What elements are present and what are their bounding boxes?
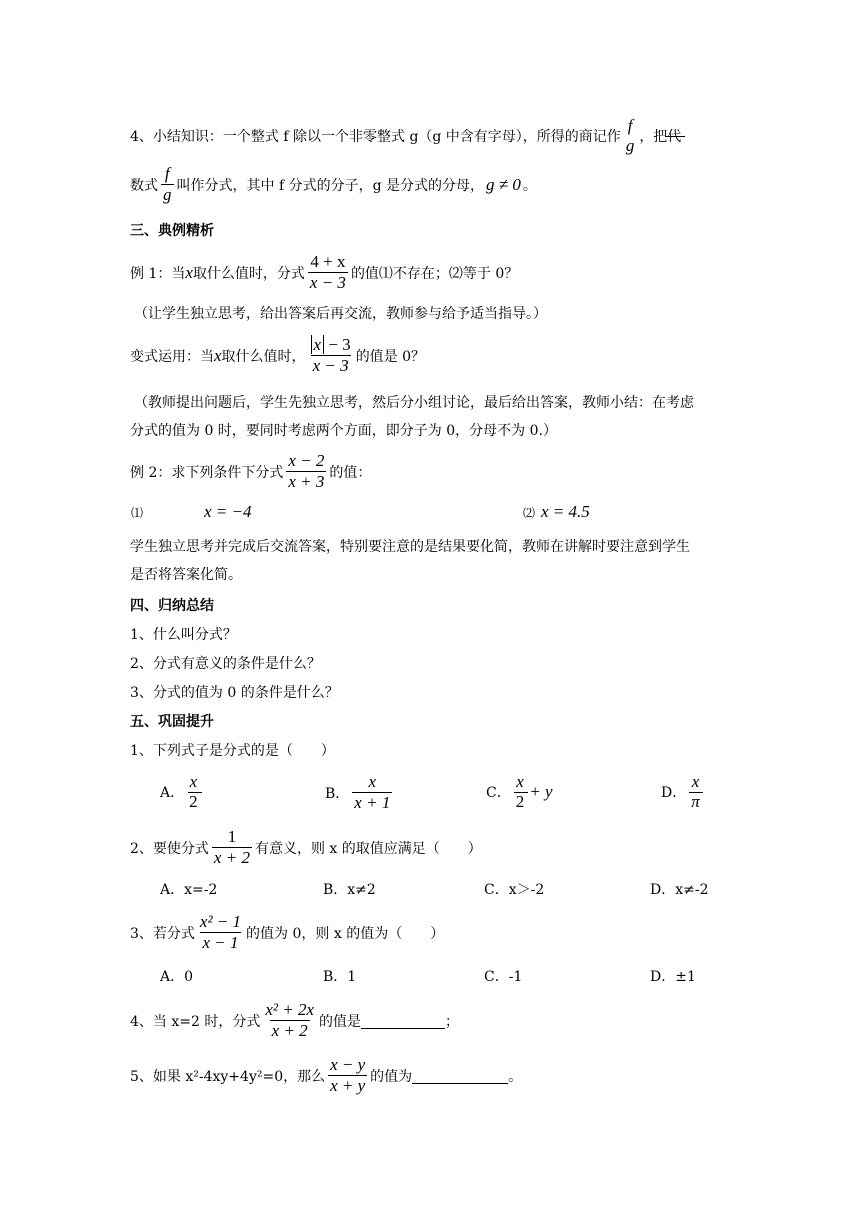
variant-exercise xyxy=(130,335,425,376)
summary-text-b: ，把代 xyxy=(639,129,682,145)
frac-num: f xyxy=(627,116,633,135)
problem-4 xyxy=(130,1000,459,1041)
frac-den: x + 3 xyxy=(288,472,325,491)
frac-num: 1 xyxy=(227,827,237,846)
case-value: x = 4.5 xyxy=(541,502,590,521)
p3-option-a xyxy=(160,966,193,986)
summary-line-2 xyxy=(130,164,537,205)
ex2-case-1-label xyxy=(131,504,143,521)
problem-3-stem xyxy=(130,912,444,953)
summary-text-a: 4、小结知识：一个整式 f 除以一个非零整式 g（g 中含有字母），所得的商记作 xyxy=(130,129,621,145)
frac-den: x − 3 xyxy=(309,273,346,292)
q2-text: 2、分式有意义的条件是什么？ xyxy=(130,656,321,672)
p2-fraction xyxy=(212,827,252,868)
p4-text-a: 4、当 x=2 时，分式 xyxy=(130,1013,261,1030)
p1-option-b xyxy=(325,772,395,813)
fraction-bar xyxy=(665,136,685,137)
var-var: x xyxy=(214,345,222,365)
note-2b xyxy=(130,420,557,440)
para-1-text: 学生独立思考并完成后交流答案，特别要注意的是结果要化简，教师在讲解时要注意到学生 xyxy=(130,539,690,555)
p4-text-c: ； xyxy=(445,1013,460,1030)
frac-den: π xyxy=(691,792,700,811)
example-2 xyxy=(130,451,371,492)
frac-num: x xyxy=(368,772,377,791)
var-fraction xyxy=(309,335,353,376)
fraction-bar xyxy=(188,792,202,793)
case-label: ⑴ xyxy=(131,506,144,520)
p3-option-c xyxy=(484,966,522,986)
abs-x: x xyxy=(311,335,325,354)
frac-num: x xyxy=(516,772,524,791)
section-4-title: 四、归纳总结 xyxy=(130,598,214,614)
p2-option-b xyxy=(323,879,376,899)
p5-text-b: 的值为 xyxy=(370,1068,413,1085)
summary-text-d: 叫作分式，其中 f 分式的分子，g 是分式的分母， xyxy=(176,177,484,194)
ex1-fraction xyxy=(308,252,348,293)
section-4-heading xyxy=(130,595,214,615)
p2-option-a xyxy=(160,879,217,899)
p3-option-b xyxy=(323,966,356,986)
option-text: B．x≠2 xyxy=(323,882,376,898)
ex1-text-b: 取什么值时，分式 xyxy=(192,265,305,282)
option-text: A．x=-2 xyxy=(160,882,218,898)
question-1 xyxy=(130,624,237,644)
ex1-text-a: 例 1：当 xyxy=(130,265,186,282)
frac-num: x − 2 xyxy=(288,451,325,470)
frac-num: x xyxy=(691,772,700,791)
p2-option-c xyxy=(484,879,544,899)
frac-den: 2 xyxy=(515,792,525,811)
ex2-text-b: 的值： xyxy=(329,464,372,481)
period: 。 xyxy=(522,177,537,194)
p3-option-d xyxy=(650,966,696,986)
p4-text-b: 的值是 xyxy=(319,1013,362,1030)
section-5-heading xyxy=(130,711,214,731)
case-value: x = −4 xyxy=(204,502,252,521)
var-text-b: 取什么值时， xyxy=(221,348,306,365)
frac-den: x + y xyxy=(330,1076,366,1095)
frac-num: 4 + x xyxy=(310,252,346,271)
ex1-text-c: 的值⑴不存在；⑵等于 0？ xyxy=(350,265,519,282)
case-label: ⑵ xyxy=(523,506,536,520)
p3-text-a: 3、若分式 xyxy=(130,925,195,942)
frac-num: x xyxy=(189,772,198,791)
summary-line-1 xyxy=(130,116,681,156)
fraction-bar xyxy=(689,792,703,793)
num-rest: − 3 xyxy=(328,335,351,354)
p2-option-d xyxy=(650,879,709,899)
p1-stem-text: 1、下列式子是分式的是（ ） xyxy=(130,743,335,759)
frac-den: x − 3 xyxy=(312,356,349,375)
answer-blank[interactable] xyxy=(361,1012,445,1029)
ex2-case-2 xyxy=(541,502,590,522)
ex2-case-2-label xyxy=(523,504,535,521)
problem-2-stem xyxy=(130,827,482,868)
q3-text: 3、分式的值为 0 的条件是什么？ xyxy=(130,685,339,701)
section-5-title: 五、巩固提升 xyxy=(130,714,214,730)
option-text: A．0 xyxy=(160,969,194,985)
question-3 xyxy=(130,682,339,702)
option-letter: B． xyxy=(325,785,350,802)
note-1-text: （让学生独立思考，给出答案后再交流，教师参与给予适当指导。） xyxy=(134,306,547,322)
section-3-title: 三、典例精析 xyxy=(130,223,214,239)
para-2-text: 是否将答案化简。 xyxy=(130,567,242,583)
note-1 xyxy=(134,303,547,323)
example-1 xyxy=(130,252,518,293)
option-text: D．±1 xyxy=(650,969,696,985)
frac-den: 2 xyxy=(189,792,198,811)
ex2-fraction xyxy=(286,451,326,492)
problem-5 xyxy=(130,1055,522,1096)
fraction-f-over-g xyxy=(624,116,637,156)
condition-g-neq-0: g ≠ 0 xyxy=(486,174,521,194)
question-2 xyxy=(130,653,321,673)
fraction-f-over-g-2 xyxy=(161,164,174,205)
p3-text-b: 的值为 0，则 x 的值为（ ） xyxy=(246,925,445,942)
para-2 xyxy=(130,564,242,584)
ex1-var: x xyxy=(185,262,193,282)
problem-1-stem xyxy=(130,740,335,760)
option-text: C．x＞-2 xyxy=(484,882,545,898)
summary-text-c: 数式 xyxy=(130,177,158,194)
note-2b-text: 分式的值为 0 时，要同时考虑两个方面，即分子为 0，分母不为 0.） xyxy=(130,423,557,439)
option-text: C．-1 xyxy=(484,969,523,985)
q1-text: 1、什么叫分式？ xyxy=(130,627,237,643)
ex2-text-a: 例 2：求下列条件下分式 xyxy=(130,464,284,481)
p5-text-a: 5、如果 x²-4xy+4y²=0，那么 xyxy=(130,1068,326,1085)
fraction-bar xyxy=(514,792,528,793)
frac-num: x² − 1 xyxy=(199,912,242,931)
frac-den: x + 2 xyxy=(213,848,250,867)
para-1 xyxy=(130,536,690,556)
p5-text-c: 。 xyxy=(508,1068,523,1085)
option-letter: D． xyxy=(661,785,687,801)
answer-blank[interactable] xyxy=(412,1067,508,1084)
option-letter: A． xyxy=(160,785,185,801)
frac-den: x + 1 xyxy=(354,793,391,812)
var-text-a: 变式运用：当 xyxy=(130,348,214,365)
option-text: D．x≠-2 xyxy=(650,882,709,898)
section-3-heading xyxy=(130,220,214,240)
option-text: B．1 xyxy=(323,969,357,985)
frac-num: f xyxy=(164,164,170,183)
note-2a xyxy=(134,392,694,412)
frac-den: x − 1 xyxy=(202,933,239,952)
frac-num: x² + 2x xyxy=(265,1000,315,1019)
frac-den: g xyxy=(163,185,172,204)
frac-den: g xyxy=(625,136,635,155)
option-fraction xyxy=(352,772,392,813)
note-2a-text: （教师提出问题后，学生先独立思考，然后分小组讨论，最后给出答案，教师小结：在考虑 xyxy=(134,395,694,411)
frac-num xyxy=(309,335,353,355)
p3-fraction xyxy=(198,912,243,953)
p4-fraction xyxy=(263,1000,316,1041)
p2-text-a: 2、要使分式 xyxy=(130,840,209,857)
frac-num: x − y xyxy=(330,1055,366,1074)
p5-fraction xyxy=(328,1055,367,1096)
var-text-c: 的值是 0？ xyxy=(355,348,426,365)
frac-den: x + 2 xyxy=(271,1021,308,1040)
option-letter: C． xyxy=(486,785,511,801)
p2-text-b: 有意义，则 x 的取值应满足（ ） xyxy=(254,840,482,857)
option-tail: + y xyxy=(529,782,553,801)
ex2-case-1 xyxy=(204,502,252,522)
